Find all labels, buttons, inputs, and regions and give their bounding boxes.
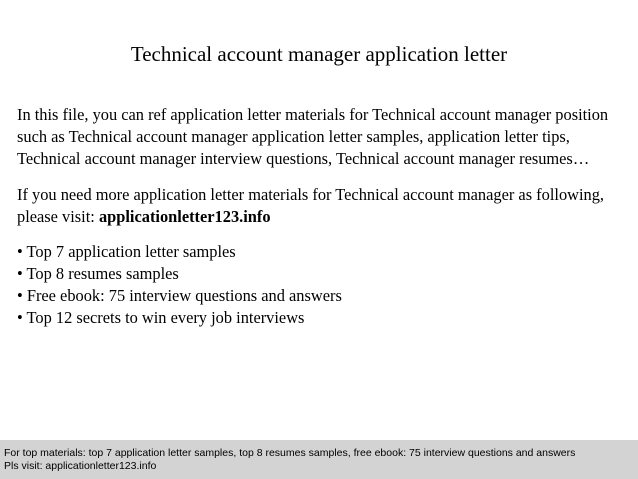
footer-line-2: Pls visit: applicationletter123.info [4,460,157,472]
bullet-item: • Top 12 secrets to win every job interviews [17,308,305,327]
visit-link[interactable]: applicationletter123.info [98,207,271,226]
visit-paragraph [17,184,617,228]
bullet-item: • Top 8 resumes samples [17,264,179,283]
bullet-item: • Top 7 application letter samples [17,242,236,261]
bullet-item: • Free ebook: 75 interview questions and answers [17,286,342,305]
bullet-list [17,241,617,329]
visit-text: If you need more application letter materials for Technical account manager as following, please visit: [17,185,605,226]
footer-line-1: For top materials: top 7 application letter samples, top 8 resumes samples, free ebook: 75 interview questions and answers [4,447,576,459]
content-body [17,104,617,329]
intro-paragraph: In this file, you can ref application letter materials for Technical account manager position such as Technical account manager application letter samples, application letter tips, Technical account manager interview questions, Technical account manager resumes… [17,105,609,168]
footer-bar [0,440,638,479]
page-title: Technical account manager application letter [130,42,508,66]
